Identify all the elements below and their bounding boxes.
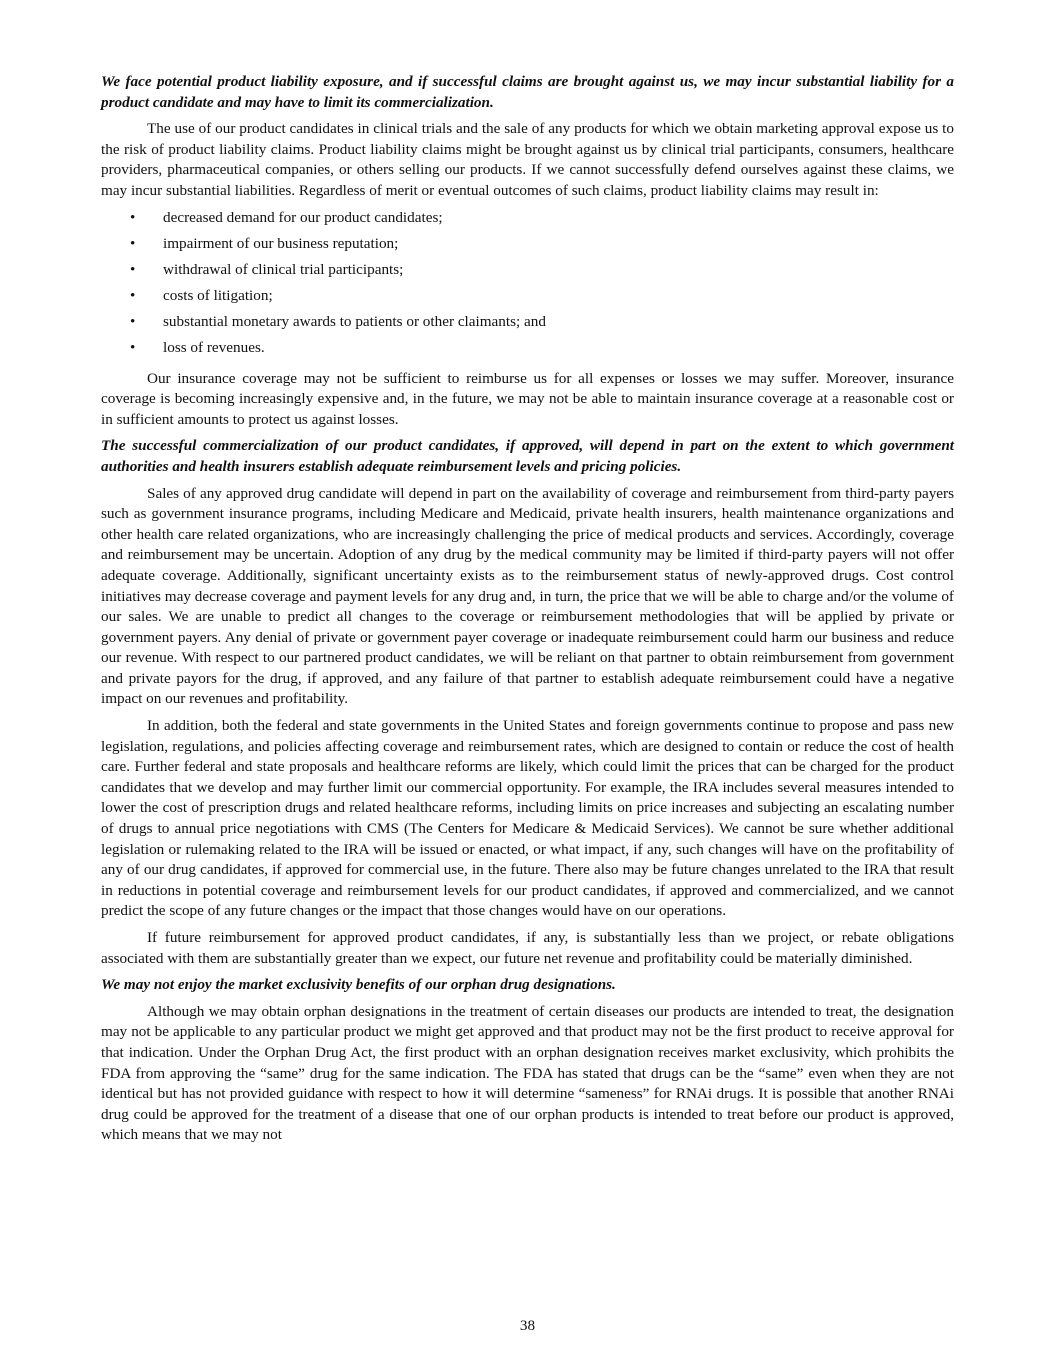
list-item-text: decreased demand for our product candidates; <box>163 208 443 226</box>
bullet-icon: • <box>130 286 136 304</box>
list-item-text: withdrawal of clinical trial participants; <box>163 260 404 278</box>
liability-bullet-list <box>101 208 954 364</box>
paragraph-orphan-drug: Although we may obtain orphan designations in the treatment of certain diseases our products are intended to treat, the designation may not be applicable to any particular product we might get approved and that product may not be the first product to receive approval for that indication. Under the Orphan Drug Act, the first product with an orphan designation receives market exclusivity, which prohibits the FDA from approving the “same” drug for the same indication. The FDA has stated that drugs can be the “same” even when they are not identical but has not provided guidance with respect to how it will determine “sameness” for RNAi drugs. It is possible that another RNAi drug could be approved for the treatment of a disease that one of our orphan products is intended to treat before our product is approved, which means that we may not <box>101 1002 954 1144</box>
bullet-icon: • <box>130 312 136 330</box>
list-item-text: impairment of our business reputation; <box>163 234 399 252</box>
bullet-icon: • <box>130 208 136 226</box>
bullet-icon: • <box>130 234 136 252</box>
paragraph-reimbursement-sales: Sales of any approved drug candidate will depend in part on the availability of coverage and reimbursement from third-party payers such as government insurance programs, including Medicare and Medicaid, private health insurers, health maintenance organizations and other health care related organizations, who are increasingly challenging the price of medical products and services. Accordingly, coverage and reimbursement may be uncertain. Adoption of any drug by the medical community may be limited if third-party payers will not offer adequate coverage. Additionally, significant uncertainty exists as to the reimbursement status of newly-approved drugs. Cost control initiatives may decrease coverage and payment levels for any drug and, in turn, the price that we will be able to charge and/or the volume of our sales. We are unable to predict all changes to the coverage or reimbursement methodologies that will be applied by private or government payers. Any denial of private or government payer coverage or inadequate reimbursement could harm our business and reduce our revenue. With respect to our partnered product candidates, we will be reliant on that partner to obtain reimbursement from government and private payors for the drug, if approved, and any failure of that partner to establish adequate reimbursement could have a negative impact on our revenues and profitability. <box>101 484 954 708</box>
paragraph-reimbursement-legislation: In addition, both the federal and state governments in the United States and foreign governments continue to propose and pass new legislation, regulations, and policies affecting coverage and reimbursement rates, which are designed to contain or reduce the cost of health care. Further federal and state proposals and healthcare reforms are likely, which could limit the prices that can be charged for the product candidates that we develop and may further limit our commercial opportunity. For example, the IRA includes several measures intended to lower the cost of prescription drugs and related healthcare reforms, including limits on price increases and subjecting an escalating number of drugs to annual price negotiations with CMS (The Centers for Medicare & Medicaid Services). We cannot be sure whether additional legislation or rulemaking related to the IRA will be issued or enacted, or what impact, if any, such changes will have on the profitability of any of our drug candidates, if approved for commercial use, in the future. There also may be future changes unrelated to the IRA that result in reductions in potential coverage and reimbursement levels for our product candidates, if approved and commercialized, and we cannot predict the scope of any future changes or the impact that those changes would have on our operations. <box>101 717 954 920</box>
paragraph-product-liability-intro: The use of our product candidates in clinical trials and the sale of any products for which we obtain marketing approval expose us to the risk of product liability claims. Product liability claims might be brought against us by clinical trial participants, consumers, healthcare providers, pharmaceutical companies, or others selling our products. If we cannot successfully defend ourselves against these claims, we may incur substantial liabilities. Regardless of merit or eventual outcomes of such claims, product liability claims may result in: <box>101 120 954 199</box>
paragraph-reimbursement-outlook: If future reimbursement for approved product candidates, if any, is substantially less than we project, or rebate obligations associated with them are substantially greater than we expect, our future net revenue and profitability could be materially diminished. <box>101 929 954 967</box>
paragraph-insurance-coverage: Our insurance coverage may not be sufficient to reimburse us for all expenses or losses we may suffer. Moreover, insurance coverage is becoming increasingly expensive and, in the future, we may not be able to maintain insurance coverage at a reasonable cost or in sufficient amounts to protect us against losses. <box>101 369 954 428</box>
list-item-text: loss of revenues. <box>163 338 265 356</box>
section-heading-product-liability: We face potential product liability exposure, and if successful claims are brought against us, we may incur substantial liability for a product candidate and may have to limit its commercialization. <box>101 73 954 111</box>
bullet-icon: • <box>130 260 136 278</box>
list-item <box>101 338 954 364</box>
bullet-icon: • <box>130 338 136 356</box>
list-item <box>101 260 954 286</box>
list-item <box>101 208 954 234</box>
list-item <box>101 234 954 260</box>
section-heading-reimbursement: The successful commercialization of our product candidates, if approved, will depend in part on the extent to which government authorities and health insurers establish adequate reimbursement levels and pricing policies. <box>101 437 954 475</box>
list-item <box>101 286 954 312</box>
page-number: 38 <box>519 1317 536 1334</box>
section-heading-orphan-drug: We may not enjoy the market exclusivity benefits of our orphan drug designations. <box>101 976 616 994</box>
list-item-text: costs of litigation; <box>163 286 273 304</box>
list-item-text: substantial monetary awards to patients or other claimants; and <box>163 312 546 330</box>
document-page <box>101 72 954 1152</box>
list-item <box>101 312 954 338</box>
